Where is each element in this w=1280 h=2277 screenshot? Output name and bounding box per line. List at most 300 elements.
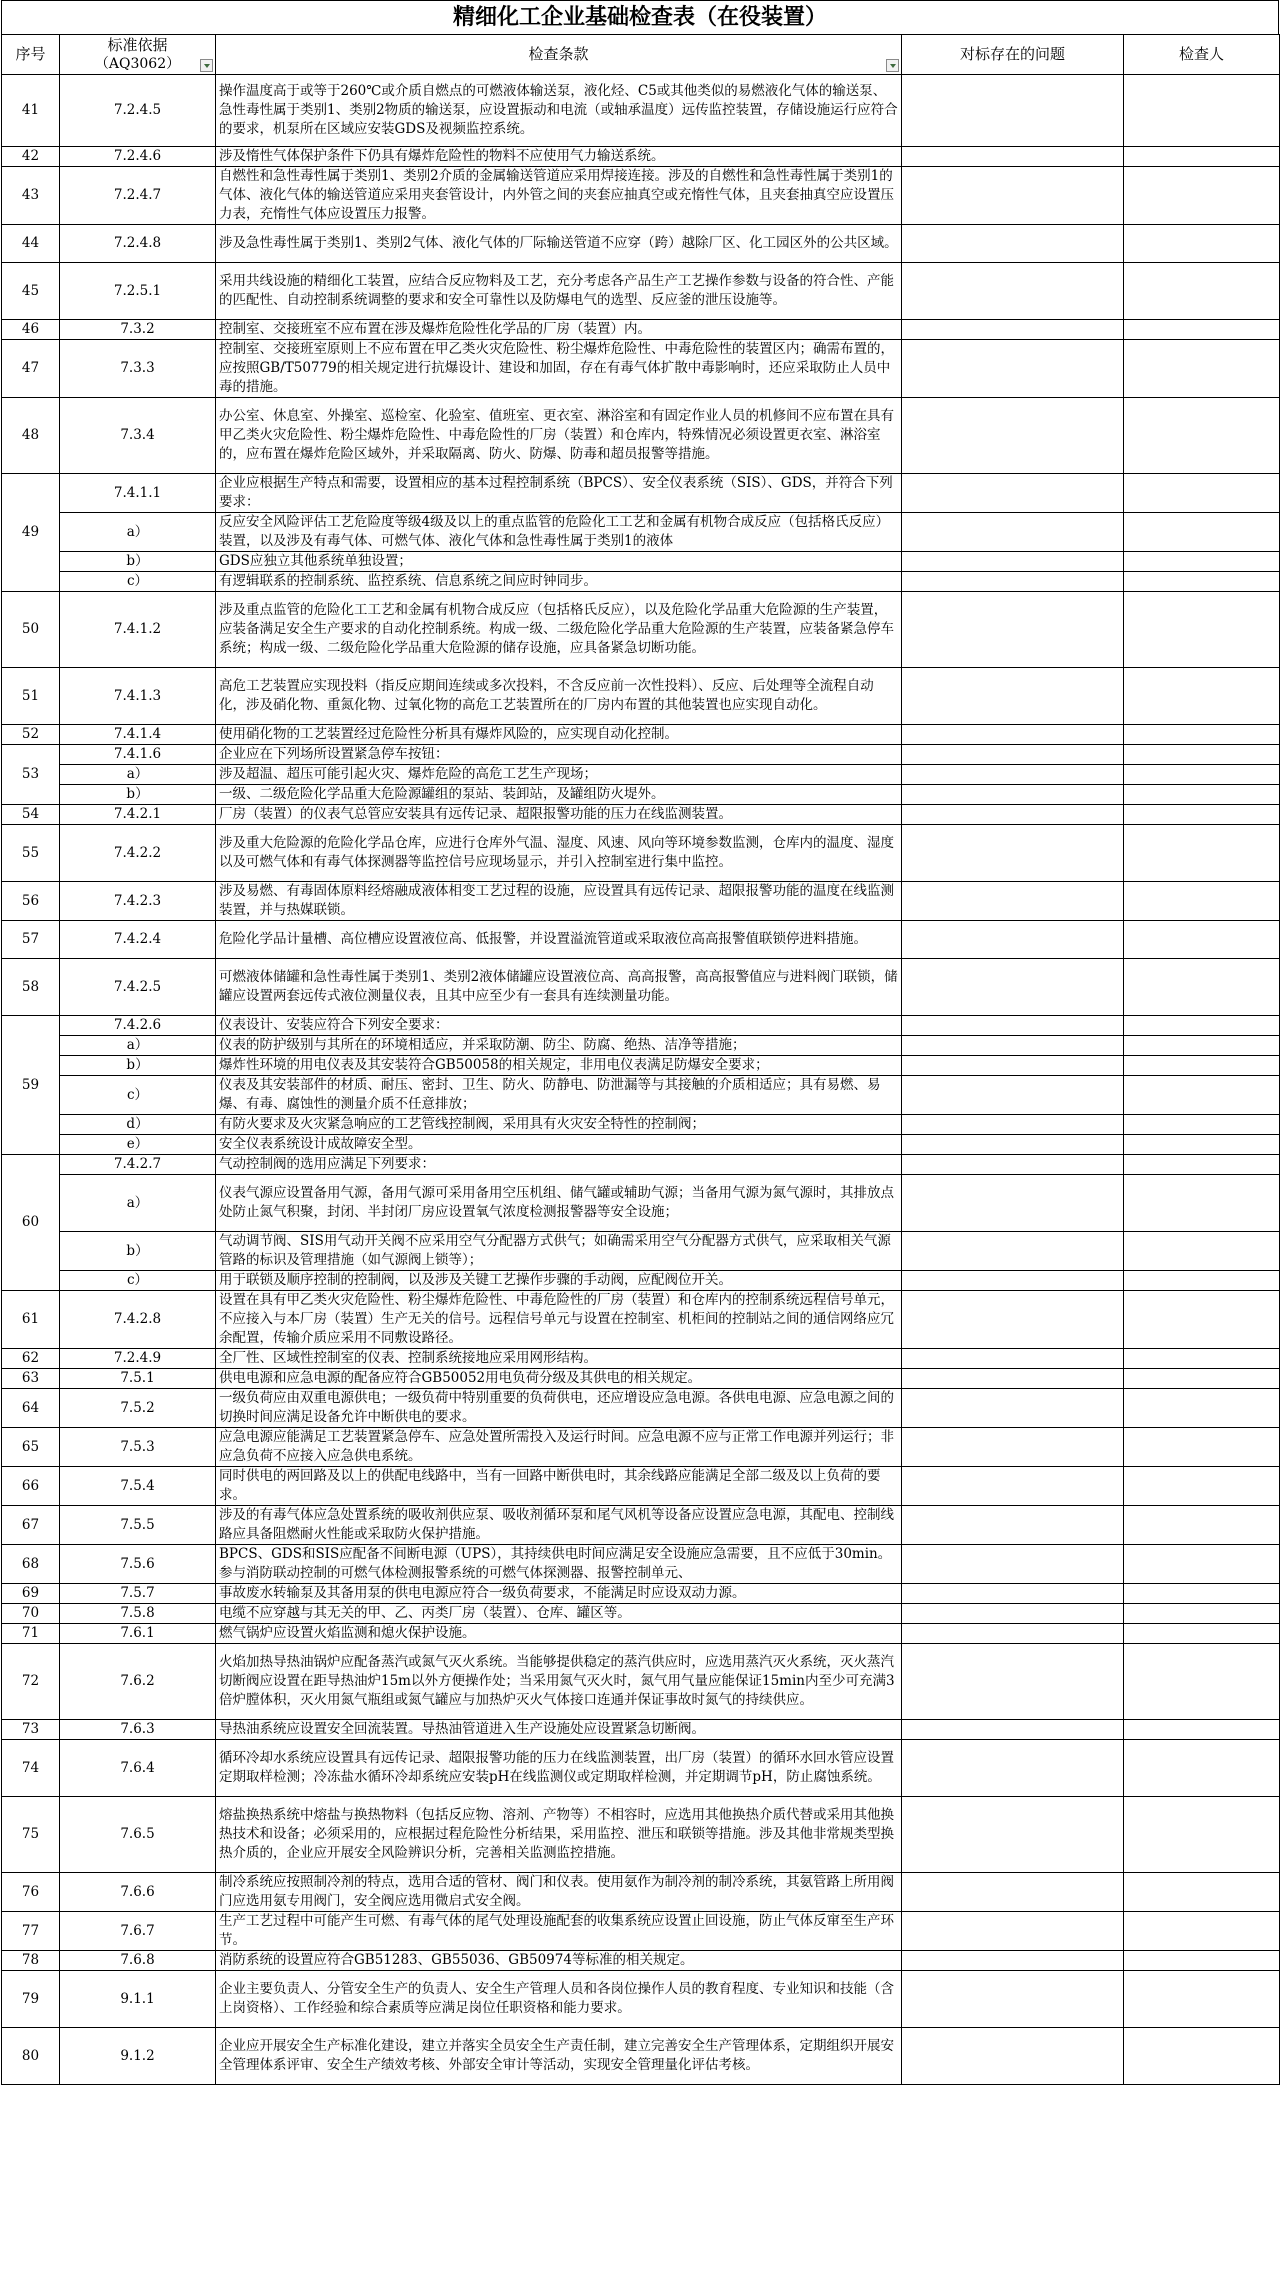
sub-item-label: a） bbox=[60, 1175, 216, 1232]
inspector-cell[interactable] bbox=[1124, 263, 1280, 320]
table-row bbox=[2, 1506, 1280, 1545]
issue-cell[interactable] bbox=[902, 1291, 1124, 1349]
issue-cell[interactable] bbox=[902, 263, 1124, 320]
row-number: 71 bbox=[2, 1624, 60, 1644]
row-number: 45 bbox=[2, 263, 60, 320]
table-row bbox=[2, 785, 1280, 805]
standard-basis: 7.5.6 bbox=[60, 1545, 216, 1584]
issue-cell[interactable] bbox=[902, 552, 1124, 572]
check-clause: 一级、二级危险化学品重大危险源罐组的泵站、装卸站，及罐组防火堤外。 bbox=[216, 785, 902, 805]
check-clause: 仪表的防护级别与其所在的环境相适应，并采取防潮、防尘、防腐、绝热、洁净等措施； bbox=[216, 1036, 902, 1056]
table-row bbox=[2, 592, 1280, 668]
table-row bbox=[2, 765, 1280, 785]
inspector-cell[interactable] bbox=[1124, 1912, 1280, 1951]
check-clause: 安全仪表系统设计成故障安全型。 bbox=[216, 1135, 902, 1155]
issue-cell[interactable] bbox=[902, 1232, 1124, 1271]
inspector-cell[interactable] bbox=[1124, 785, 1280, 805]
sub-item-label: b） bbox=[60, 1056, 216, 1076]
row-number: 68 bbox=[2, 1545, 60, 1584]
standard-basis: 7.4.1.6 bbox=[60, 745, 216, 765]
table-row bbox=[2, 1056, 1280, 1076]
check-clause: 使用硝化物的工艺装置经过危险性分析具有爆炸风险的，应实现自动化控制。 bbox=[216, 725, 902, 745]
table-row bbox=[2, 1873, 1280, 1912]
sub-item-label: d） bbox=[60, 1115, 216, 1135]
check-clause: 制冷系统应按照制冷剂的特点，选用合适的管材、阀门和仪表。使用氨作为制冷剂的制冷系统，其氨管路上所用阀门应选用氨专用阀门，安全阀应选用微启式安全阀。 bbox=[216, 1873, 902, 1912]
table-row bbox=[2, 1036, 1280, 1056]
check-clause: 自燃性和急性毒性属于类别1、类别2介质的金属输送管道应采用焊接连接。涉及的自燃性和急性毒性属于类别1的气体、液化气体的输送管道应采用夹套管设计，内外管之间的夹套应抽真空或充惰性气体，且夹套抽真空应设置压力表，充惰性气体应设置压力报警。 bbox=[216, 167, 902, 225]
issue-cell[interactable] bbox=[902, 1056, 1124, 1076]
inspector-cell[interactable] bbox=[1124, 1175, 1280, 1232]
inspector-cell[interactable] bbox=[1124, 959, 1280, 1016]
inspector-cell[interactable] bbox=[1124, 668, 1280, 725]
check-clause: 企业应开展安全生产标准化建设，建立并落实全员安全生产责任制，建立完善安全生产管理体系，定期组织开展安全管理体系评审、安全生产绩效考核、外部安全审计等活动，实现安全管理量化评估考核。 bbox=[216, 2028, 902, 2085]
header-row bbox=[2, 35, 1280, 75]
table-row bbox=[2, 1720, 1280, 1740]
issue-cell[interactable] bbox=[902, 1545, 1124, 1584]
issue-cell[interactable] bbox=[902, 1873, 1124, 1912]
table-row bbox=[2, 1016, 1280, 1036]
inspector-cell[interactable] bbox=[1124, 921, 1280, 959]
standard-basis: 7.5.4 bbox=[60, 1467, 216, 1506]
check-clause: 高危工艺装置应实现投料（指反应期间连续或多次投料，不含反应前一次性投料）、反应、后处理等全流程自动化，涉及硝化物、重氮化物、过氧化物的高危工艺装置所在的厂房内布置的其他装置也应实现自动化。 bbox=[216, 668, 902, 725]
issue-cell[interactable] bbox=[902, 921, 1124, 959]
table-row bbox=[2, 1624, 1280, 1644]
row-number: 77 bbox=[2, 1912, 60, 1951]
standard-basis: 7.4.1.1 bbox=[60, 474, 216, 513]
check-clause: 同时供电的两回路及以上的供配电线路中，当有一回路中断供电时，其余线路应能满足全部二级及以上负荷的要求。 bbox=[216, 1467, 902, 1506]
inspector-cell[interactable] bbox=[1124, 765, 1280, 785]
issue-cell[interactable] bbox=[902, 167, 1124, 225]
inspector-cell[interactable] bbox=[1124, 1624, 1280, 1644]
issue-cell[interactable] bbox=[902, 1740, 1124, 1797]
inspector-cell[interactable] bbox=[1124, 474, 1280, 513]
row-number: 42 bbox=[2, 147, 60, 167]
row-number: 49 bbox=[2, 474, 60, 592]
check-clause: 涉及重点监管的危险化工工艺和金属有机物合成反应（包括格氏反应），以及危险化学品重大危险源的生产装置，应装备满足安全生产要求的自动化控制系统。构成一级、二级危险化学品重大危险源的生产装置，应装备紧急停车系统；构成一级、二级危险化学品重大危险源的储存设施，应具备紧急切断功能。 bbox=[216, 592, 902, 668]
table-row bbox=[2, 1076, 1280, 1115]
table-row bbox=[2, 1155, 1280, 1175]
standard-basis: 7.2.4.8 bbox=[60, 225, 216, 263]
check-clause: BPCS、GDS和SIS应配备不间断电源（UPS），其持续供电时间应满足安全设施应急需要，且不应低于30min。参与消防联动控制的可燃气体检测报警系统的可燃气体探测器、报警控制单元、 bbox=[216, 1545, 902, 1584]
standard-basis: 7.5.7 bbox=[60, 1584, 216, 1604]
inspector-cell[interactable] bbox=[1124, 75, 1280, 147]
standard-basis: 7.4.2.6 bbox=[60, 1016, 216, 1036]
issue-cell[interactable] bbox=[902, 825, 1124, 882]
issue-cell[interactable] bbox=[902, 1428, 1124, 1467]
issue-cell[interactable] bbox=[902, 1912, 1124, 1951]
table-row bbox=[2, 474, 1280, 513]
row-number: 76 bbox=[2, 1873, 60, 1912]
row-number: 66 bbox=[2, 1467, 60, 1506]
table-row bbox=[2, 147, 1280, 167]
inspector-cell[interactable] bbox=[1124, 1369, 1280, 1389]
table-body bbox=[2, 75, 1280, 2085]
inspector-cell[interactable] bbox=[1124, 1016, 1280, 1036]
issue-cell[interactable] bbox=[902, 668, 1124, 725]
inspector-cell[interactable] bbox=[1124, 1056, 1280, 1076]
table-row bbox=[2, 225, 1280, 263]
standard-basis: 7.5.2 bbox=[60, 1389, 216, 1428]
row-number: 50 bbox=[2, 592, 60, 668]
check-clause: 循环冷却水系统应设置具有远传记录、超限报警功能的压力在线监测装置，出厂房（装置）的循环水回水管应设置定期取样检测；冷冻盐水循环冷却系统应安装pH在线监测仪或定期取样检测，并定期调节pH，防止腐蚀系统。 bbox=[216, 1740, 902, 1797]
standard-basis: 7.4.2.5 bbox=[60, 959, 216, 1016]
issue-cell[interactable] bbox=[902, 1797, 1124, 1873]
row-number: 62 bbox=[2, 1349, 60, 1369]
check-clause: 事故废水转输泵及其备用泵的供电电源应符合一级负荷要求，不能满足时应设双动力源。 bbox=[216, 1584, 902, 1604]
table-row bbox=[2, 75, 1280, 147]
inspector-cell[interactable] bbox=[1124, 882, 1280, 921]
header-issue: 对标存在的问题 bbox=[902, 35, 1124, 75]
issue-cell[interactable] bbox=[902, 1369, 1124, 1389]
table-row bbox=[2, 1951, 1280, 1971]
standard-basis: 7.6.7 bbox=[60, 1912, 216, 1951]
issue-cell[interactable] bbox=[902, 572, 1124, 592]
table-row bbox=[2, 167, 1280, 225]
check-clause: 气动控制阀的选用应满足下列要求： bbox=[216, 1155, 902, 1175]
standard-basis: 7.6.2 bbox=[60, 1644, 216, 1720]
check-clause: 供电电源和应急电源的配备应符合GB50052用电负荷分级及其供电的相关规定。 bbox=[216, 1369, 902, 1389]
inspector-cell[interactable] bbox=[1124, 2028, 1280, 2085]
standard-basis: 7.4.2.2 bbox=[60, 825, 216, 882]
sub-item-label: b） bbox=[60, 1232, 216, 1271]
table-row bbox=[2, 1232, 1280, 1271]
issue-cell[interactable] bbox=[902, 1175, 1124, 1232]
issue-cell[interactable] bbox=[902, 882, 1124, 921]
standard-basis: 7.3.4 bbox=[60, 398, 216, 474]
issue-cell[interactable] bbox=[902, 765, 1124, 785]
issue-cell[interactable] bbox=[902, 1036, 1124, 1056]
check-clause: 仪表气源应设置备用气源，备用气源可采用备用空压机组、储气罐或辅助气源；当备用气源为氮气源时，其排放点处防止氮气积聚，封闭、半封闭厂房应设置氧气浓度检测报警器等安全设施； bbox=[216, 1175, 902, 1232]
inspector-cell[interactable] bbox=[1124, 1644, 1280, 1720]
issue-cell[interactable] bbox=[902, 1624, 1124, 1644]
inspector-cell[interactable] bbox=[1124, 1971, 1280, 2028]
row-number: 51 bbox=[2, 668, 60, 725]
sub-item-label: b） bbox=[60, 785, 216, 805]
table-row bbox=[2, 1912, 1280, 1951]
inspector-cell[interactable] bbox=[1124, 1076, 1280, 1115]
inspector-cell[interactable] bbox=[1124, 805, 1280, 825]
filter-dropdown-icon[interactable] bbox=[200, 59, 213, 72]
issue-cell[interactable] bbox=[902, 75, 1124, 147]
standard-basis: 7.6.4 bbox=[60, 1740, 216, 1797]
header-basis: 标准依据 （AQ3062） bbox=[60, 35, 216, 75]
standard-basis: 7.4.1.3 bbox=[60, 668, 216, 725]
standard-basis: 7.2.4.5 bbox=[60, 75, 216, 147]
check-clause: 全厂性、区域性控制室的仪表、控制系统接地应采用网形结构。 bbox=[216, 1349, 902, 1369]
check-clause: 仪表及其安装部件的材质、耐压、密封、卫生、防火、防静电、防泄漏等与其接触的介质相适应；具有易燃、易爆、有毒、腐蚀性的测量介质不任意排放； bbox=[216, 1076, 902, 1115]
issue-cell[interactable] bbox=[902, 225, 1124, 263]
table-row bbox=[2, 1584, 1280, 1604]
row-number: 55 bbox=[2, 825, 60, 882]
inspector-cell[interactable] bbox=[1124, 1115, 1280, 1135]
issue-cell[interactable] bbox=[902, 785, 1124, 805]
issue-cell[interactable] bbox=[902, 1155, 1124, 1175]
inspector-cell[interactable] bbox=[1124, 225, 1280, 263]
issue-cell[interactable] bbox=[902, 398, 1124, 474]
standard-basis: 7.4.1.4 bbox=[60, 725, 216, 745]
issue-cell[interactable] bbox=[902, 340, 1124, 398]
inspector-cell[interactable] bbox=[1124, 1155, 1280, 1175]
check-clause: GDS应独立其他系统单独设置； bbox=[216, 552, 902, 572]
table-row bbox=[2, 513, 1280, 552]
inspector-cell[interactable] bbox=[1124, 320, 1280, 340]
check-clause: 企业应在下列场所设置紧急停车按钮： bbox=[216, 745, 902, 765]
check-clause: 电缆不应穿越与其无关的甲、乙、丙类厂房（装置）、仓库、罐区等。 bbox=[216, 1604, 902, 1624]
standard-basis: 7.5.1 bbox=[60, 1369, 216, 1389]
issue-cell[interactable] bbox=[902, 1115, 1124, 1135]
row-number: 48 bbox=[2, 398, 60, 474]
row-number: 57 bbox=[2, 921, 60, 959]
table-row bbox=[2, 745, 1280, 765]
inspector-cell[interactable] bbox=[1124, 340, 1280, 398]
header-no: 序号 bbox=[2, 35, 60, 75]
table-row bbox=[2, 882, 1280, 921]
standard-basis: 7.6.6 bbox=[60, 1873, 216, 1912]
issue-cell[interactable] bbox=[902, 805, 1124, 825]
row-number: 59 bbox=[2, 1016, 60, 1155]
issue-cell[interactable] bbox=[902, 1349, 1124, 1369]
inspector-cell[interactable] bbox=[1124, 1428, 1280, 1467]
check-clause: 涉及易燃、有毒固体原料经熔融成液体相变工艺过程的设施，应设置具有远传记录、超限报警功能的温度在线监测装置，并与热媒联锁。 bbox=[216, 882, 902, 921]
table-row bbox=[2, 1797, 1280, 1873]
inspector-cell[interactable] bbox=[1124, 398, 1280, 474]
table-row bbox=[2, 725, 1280, 745]
table-row bbox=[2, 1740, 1280, 1797]
standard-basis: 7.4.2.4 bbox=[60, 921, 216, 959]
check-clause: 反应安全风险评估工艺危险度等级4级及以上的重点监管的危险化工工艺和金属有机物合成反应（包括格氏反应）装置，以及涉及有毒气体、可燃气体、液化气体和急性毒性属于类别1的液体 bbox=[216, 513, 902, 552]
check-clause: 熔盐换热系统中熔盐与换热物料（包括反应物、溶剂、产物等）不相容时，应选用其他换热介质代替或采用其他换热技术和设备；必须采用的，应根据过程危险性分析结果，采用监控、泄压和联锁等措施。涉及其他非常规类型换热介质的，企业应开展安全风险辨识分析，完善相关监测监控措施。 bbox=[216, 1797, 902, 1873]
table-row bbox=[2, 340, 1280, 398]
inspector-cell[interactable] bbox=[1124, 1584, 1280, 1604]
inspector-cell[interactable] bbox=[1124, 1545, 1280, 1584]
standard-basis: 9.1.2 bbox=[60, 2028, 216, 2085]
check-clause: 涉及重大危险源的危险化学品仓库，应进行仓库外气温、湿度、风速、风向等环境参数监测，仓库内的温度、湿度以及可燃气体和有毒气体探测器等监控信号应现场显示，并引入控制室进行集中监控。 bbox=[216, 825, 902, 882]
table-row bbox=[2, 805, 1280, 825]
inspector-cell[interactable] bbox=[1124, 552, 1280, 572]
check-clause: 企业主要负责人、分管安全生产的负责人、安全生产管理人员和各岗位操作人员的教育程度、专业知识和技能（含上岗资格）、工作经验和综合素质等应满足岗位任职资格和能力要求。 bbox=[216, 1971, 902, 2028]
inspector-cell[interactable] bbox=[1124, 1271, 1280, 1291]
check-clause: 气动调节阀、SIS用气动开关阀不应采用空气分配器方式供气；如确需采用空气分配器方式供气，应采取相关气源管路的标识及管理措施（如气源阀上锁等）； bbox=[216, 1232, 902, 1271]
row-number: 74 bbox=[2, 1740, 60, 1797]
row-number: 70 bbox=[2, 1604, 60, 1624]
check-clause: 一级负荷应由双重电源供电；一级负荷中特别重要的负荷供电，还应增设应急电源。各供电电源、应急电源之间的切换时间应满足设备允许中断供电的要求。 bbox=[216, 1389, 902, 1428]
filter-dropdown-icon[interactable] bbox=[886, 59, 899, 72]
standard-basis: 7.3.2 bbox=[60, 320, 216, 340]
table-row bbox=[2, 1604, 1280, 1624]
check-clause: 燃气锅炉应设置火焰监测和熄火保护设施。 bbox=[216, 1624, 902, 1644]
inspector-cell[interactable] bbox=[1124, 572, 1280, 592]
sheet-title: 精细化工企业基础检查表（在役装置） bbox=[1, 0, 1279, 34]
table-row bbox=[2, 1545, 1280, 1584]
row-number: 67 bbox=[2, 1506, 60, 1545]
row-number: 69 bbox=[2, 1584, 60, 1604]
issue-cell[interactable] bbox=[902, 2028, 1124, 2085]
check-clause: 采用共线设施的精细化工装置，应结合反应物料及工艺，充分考虑各产品生产工艺操作参数与设备的符合性、产能的匹配性、自动控制系统调整的要求和安全可靠性以及防爆电气的选型、反应釜的泄压设施等。 bbox=[216, 263, 902, 320]
check-clause: 办公室、休息室、外操室、巡检室、化验室、值班室、更衣室、淋浴室和有固定作业人员的机修间不应布置在具有甲乙类火灾危险性、粉尘爆炸危险性、中毒危险性的厂房（装置）和仓库内，特殊情况必须设置更衣室、淋浴室的，应布置在爆炸危险区域外，并采取隔离、防火、防爆、防毒和超员报警等措施。 bbox=[216, 398, 902, 474]
row-number: 63 bbox=[2, 1369, 60, 1389]
sub-item-label: a） bbox=[60, 1036, 216, 1056]
table-row bbox=[2, 1971, 1280, 2028]
standard-basis: 7.6.1 bbox=[60, 1624, 216, 1644]
check-clause: 企业应根据生产特点和需要，设置相应的基本过程控制系统（BPCS）、安全仪表系统（SIS）、GDS，并符合下列要求： bbox=[216, 474, 902, 513]
standard-basis: 7.4.1.2 bbox=[60, 592, 216, 668]
sub-item-label: b） bbox=[60, 552, 216, 572]
issue-cell[interactable] bbox=[902, 1644, 1124, 1720]
check-clause: 涉及超温、超压可能引起火灾、爆炸危险的高危工艺生产现场； bbox=[216, 765, 902, 785]
inspector-cell[interactable] bbox=[1124, 825, 1280, 882]
standard-basis: 7.2.4.6 bbox=[60, 147, 216, 167]
table-row bbox=[2, 1115, 1280, 1135]
issue-cell[interactable] bbox=[902, 1971, 1124, 2028]
table-row bbox=[2, 1271, 1280, 1291]
inspector-cell[interactable] bbox=[1124, 1720, 1280, 1740]
standard-basis: 7.4.2.7 bbox=[60, 1155, 216, 1175]
standard-basis: 7.4.2.3 bbox=[60, 882, 216, 921]
row-number: 73 bbox=[2, 1720, 60, 1740]
standard-basis: 7.5.5 bbox=[60, 1506, 216, 1545]
table-row bbox=[2, 1135, 1280, 1155]
sub-item-label: c） bbox=[60, 1076, 216, 1115]
check-clause: 用于联锁及顺序控制的控制阀，以及涉及关键工艺操作步骤的手动阀，应配阀位开关。 bbox=[216, 1271, 902, 1291]
issue-cell[interactable] bbox=[902, 1076, 1124, 1115]
check-clause: 涉及的有毒气体应急处置系统的吸收剂供应泵、吸收剂循环泵和尾气风机等设备应设置应急电源，其配电、控制线路应具备阻燃耐火性能或采取防火保护措施。 bbox=[216, 1506, 902, 1545]
table-row bbox=[2, 1175, 1280, 1232]
issue-cell[interactable] bbox=[902, 1016, 1124, 1036]
check-clause: 可燃液体储罐和急性毒性属于类别1、类别2液体储罐应设置液位高、高高报警，高高报警值应与进料阀门联锁，储罐应设置两套远传式液位测量仪表，且其中应至少有一套具有连续测量功能。 bbox=[216, 959, 902, 1016]
issue-cell[interactable] bbox=[902, 1951, 1124, 1971]
issue-cell[interactable] bbox=[902, 959, 1124, 1016]
table-row bbox=[2, 825, 1280, 882]
row-number: 44 bbox=[2, 225, 60, 263]
issue-cell[interactable] bbox=[902, 592, 1124, 668]
check-clause: 火焰加热导热油锅炉应配备蒸汽或氮气灭火系统。当能够提供稳定的蒸汽供应时，应选用蒸汽灭火系统，灭火蒸汽切断阀应设置在距导热油炉15m以外方便操作处；当采用氮气灭火时，氮气用气量应能保证15min内至少可充满3倍炉膛体积，灭火用氮气瓶组或氮气罐应与加热炉灭火气体接口连通并保证事故时氮气的持续供应。 bbox=[216, 1644, 902, 1720]
check-clause: 生产工艺过程中可能产生可燃、有毒气体的尾气处理设施配套的收集系统应设置止回设施，防止气体反窜至生产环节。 bbox=[216, 1912, 902, 1951]
inspector-cell[interactable] bbox=[1124, 1951, 1280, 1971]
inspector-cell[interactable] bbox=[1124, 745, 1280, 765]
row-number: 75 bbox=[2, 1797, 60, 1873]
checklist-table bbox=[1, 34, 1280, 2085]
inspector-cell[interactable] bbox=[1124, 1036, 1280, 1056]
table-row bbox=[2, 263, 1280, 320]
sub-item-label: a） bbox=[60, 765, 216, 785]
standard-basis: 7.5.8 bbox=[60, 1604, 216, 1624]
row-number: 64 bbox=[2, 1389, 60, 1428]
row-number: 80 bbox=[2, 2028, 60, 2085]
table-row bbox=[2, 2028, 1280, 2085]
row-number: 79 bbox=[2, 1971, 60, 2028]
inspector-cell[interactable] bbox=[1124, 592, 1280, 668]
row-number: 53 bbox=[2, 745, 60, 805]
row-number: 60 bbox=[2, 1155, 60, 1291]
row-number: 61 bbox=[2, 1291, 60, 1349]
inspector-cell[interactable] bbox=[1124, 513, 1280, 552]
row-number: 72 bbox=[2, 1644, 60, 1720]
standard-basis: 7.5.3 bbox=[60, 1428, 216, 1467]
row-number: 56 bbox=[2, 882, 60, 921]
issue-cell[interactable] bbox=[902, 147, 1124, 167]
issue-cell[interactable] bbox=[902, 1720, 1124, 1740]
standard-basis: 7.2.4.9 bbox=[60, 1349, 216, 1369]
issue-cell[interactable] bbox=[902, 1135, 1124, 1155]
row-number: 65 bbox=[2, 1428, 60, 1467]
issue-cell[interactable] bbox=[902, 745, 1124, 765]
inspector-cell[interactable] bbox=[1124, 167, 1280, 225]
issue-cell[interactable] bbox=[902, 320, 1124, 340]
issue-cell[interactable] bbox=[902, 1506, 1124, 1545]
check-clause: 有防火要求及火灾紧急响应的工艺管线控制阀，采用具有火灾安全特性的控制阀； bbox=[216, 1115, 902, 1135]
inspector-cell[interactable] bbox=[1124, 1135, 1280, 1155]
inspector-cell[interactable] bbox=[1124, 1604, 1280, 1624]
table-row bbox=[2, 1291, 1280, 1349]
inspector-cell[interactable] bbox=[1124, 1873, 1280, 1912]
issue-cell[interactable] bbox=[902, 1467, 1124, 1506]
check-clause: 仪表设计、安装应符合下列安全要求： bbox=[216, 1016, 902, 1036]
inspector-cell[interactable] bbox=[1124, 1349, 1280, 1369]
table-row bbox=[2, 398, 1280, 474]
standard-basis: 7.4.2.1 bbox=[60, 805, 216, 825]
standard-basis: 7.3.3 bbox=[60, 340, 216, 398]
sub-item-label: e） bbox=[60, 1135, 216, 1155]
row-number: 43 bbox=[2, 167, 60, 225]
row-number: 46 bbox=[2, 320, 60, 340]
header-inspector: 检查人 bbox=[1124, 35, 1280, 75]
check-clause: 涉及惰性气体保护条件下仍具有爆炸危险性的物料不应使用气力输送系统。 bbox=[216, 147, 902, 167]
issue-cell[interactable] bbox=[902, 1271, 1124, 1291]
issue-cell[interactable] bbox=[902, 513, 1124, 552]
table-row bbox=[2, 1349, 1280, 1369]
inspector-cell[interactable] bbox=[1124, 725, 1280, 745]
row-number: 52 bbox=[2, 725, 60, 745]
inspector-cell[interactable] bbox=[1124, 1467, 1280, 1506]
issue-cell[interactable] bbox=[902, 1584, 1124, 1604]
table-row bbox=[2, 1644, 1280, 1720]
inspector-cell[interactable] bbox=[1124, 1740, 1280, 1797]
inspector-cell[interactable] bbox=[1124, 1232, 1280, 1271]
inspector-cell[interactable] bbox=[1124, 1506, 1280, 1545]
check-clause: 操作温度高于或等于260℃或介质自燃点的可燃液体输送泵，液化烃、C5或其他类似的易燃液化气体的输送泵、急性毒性属于类别1、类别2物质的输送泵，应设置振动和电流（或轴承温度）远传监控装置，存储设施运行应符合的要求，机泵所在区域应安装GDS及视频监控系统。 bbox=[216, 75, 902, 147]
table-row bbox=[2, 572, 1280, 592]
check-clause: 设置在具有甲乙类火灾危险性、粉尘爆炸危险性、中毒危险性的厂房（装置）和仓库内的控制系统远程信号单元，不应接入与本厂房（装置）生产无关的信号。远程信号单元与设置在控制室、机柜间的控制站之间的通信网络应冗余配置，传输介质应采用不同敷设路径。 bbox=[216, 1291, 902, 1349]
issue-cell[interactable] bbox=[902, 474, 1124, 513]
issue-cell[interactable] bbox=[902, 1389, 1124, 1428]
check-clause: 应急电源应能满足工艺装置紧急停车、应急处置所需投入及运行时间。应急电源不应与正常工作电源并列运行；非应急负荷不应接入应急供电系统。 bbox=[216, 1428, 902, 1467]
standard-basis: 7.2.5.1 bbox=[60, 263, 216, 320]
check-clause: 爆炸性环境的用电仪表及其安装符合GB50058的相关规定，非用电仪表满足防爆安全要求； bbox=[216, 1056, 902, 1076]
inspector-cell[interactable] bbox=[1124, 1291, 1280, 1349]
standard-basis: 9.1.1 bbox=[60, 1971, 216, 2028]
row-number: 78 bbox=[2, 1951, 60, 1971]
header-clause: 检查条款 bbox=[216, 35, 902, 75]
check-clause: 消防系统的设置应符合GB51283、GB55036、GB50974等标准的相关规定。 bbox=[216, 1951, 902, 1971]
check-clause: 危险化学品计量槽、高位槽应设置液位高、低报警，并设置溢流管道或采取液位高高报警值联锁停进料措施。 bbox=[216, 921, 902, 959]
inspector-cell[interactable] bbox=[1124, 147, 1280, 167]
row-number: 47 bbox=[2, 340, 60, 398]
inspector-cell[interactable] bbox=[1124, 1797, 1280, 1873]
check-clause: 导热油系统应设置安全回流装置。导热油管道进入生产设施处应设置紧急切断阀。 bbox=[216, 1720, 902, 1740]
standard-basis: 7.2.4.7 bbox=[60, 167, 216, 225]
check-clause: 控制室、交接班室原则上不应布置在甲乙类火灾危险性、粉尘爆炸危险性、中毒危险性的装置区内；确需布置的，应按照GB/T50779的相关规定进行抗爆设计、建设和加固，存在有毒气体扩散中毒影响时，还应采取防止人员中毒的措施。 bbox=[216, 340, 902, 398]
table-row bbox=[2, 959, 1280, 1016]
inspector-cell[interactable] bbox=[1124, 1389, 1280, 1428]
sub-item-label: a） bbox=[60, 513, 216, 552]
issue-cell[interactable] bbox=[902, 725, 1124, 745]
table-row bbox=[2, 1389, 1280, 1428]
sub-item-label: c） bbox=[60, 572, 216, 592]
standard-basis: 7.6.3 bbox=[60, 1720, 216, 1740]
standard-basis: 7.6.5 bbox=[60, 1797, 216, 1873]
issue-cell[interactable] bbox=[902, 1604, 1124, 1624]
check-clause: 有逻辑联系的控制系统、监控系统、信息系统之间应时钟同步。 bbox=[216, 572, 902, 592]
